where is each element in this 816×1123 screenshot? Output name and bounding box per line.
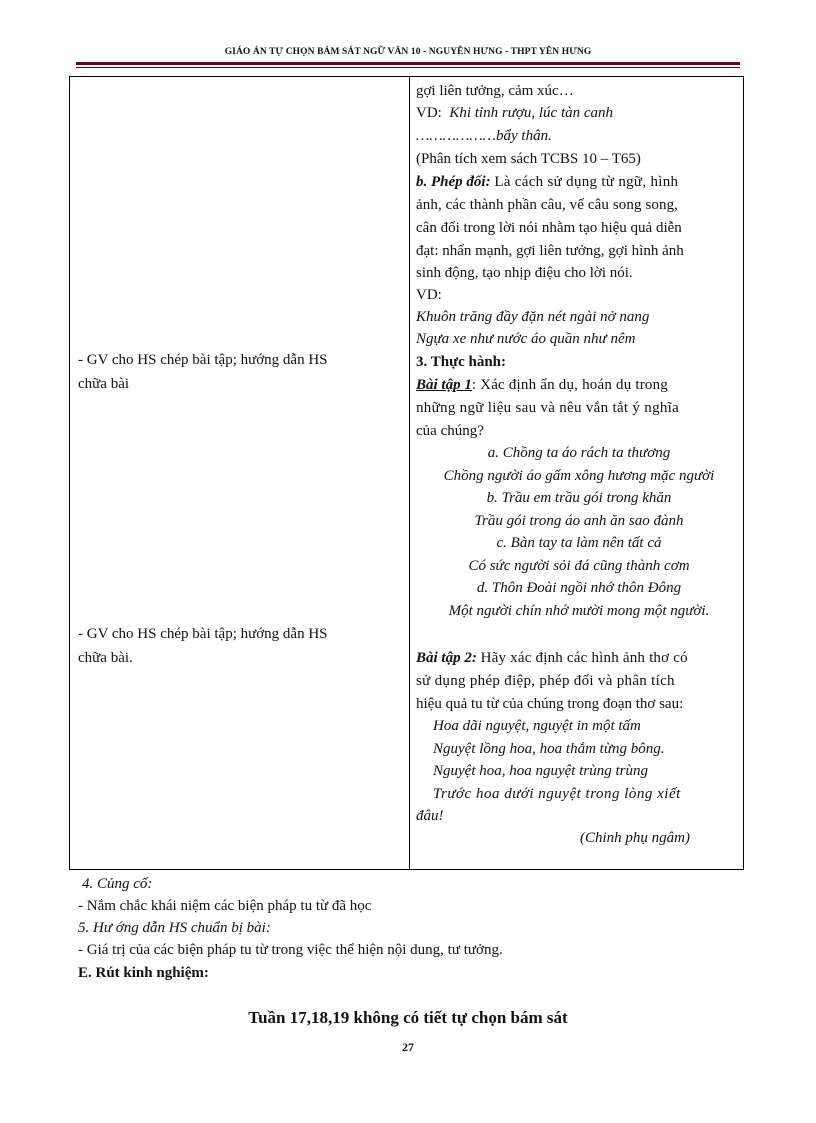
section-heading-thuc-hanh: 3. Thực hành: <box>416 354 507 370</box>
phep-doi-text: Là cách sử dụng từ ngữ, hình <box>494 174 679 190</box>
cung-co-heading: 4. Củng cố: <box>82 876 153 892</box>
right-line: cân đối trong lời nói nhằm tạo hiệu quả diễn <box>416 220 682 236</box>
right-line: hiệu quả tu từ của chúng trong đoạn thơ sau: <box>416 696 684 712</box>
left-instruction-2b: chữa bài. <box>78 650 133 666</box>
page-number: 27 <box>402 1040 414 1054</box>
poem-line: d. Thôn Đoài ngồi nhớ thôn Đông <box>476 580 682 596</box>
poem-line: Khuôn trăng đầy đặn nét ngài nở nang <box>416 309 650 325</box>
poem-line: đâu! <box>416 808 444 824</box>
bai-tap-1-line <box>416 374 668 396</box>
poem-line: a. Chồng ta áo rách ta thương <box>487 445 671 461</box>
header-rule-thin <box>76 67 740 68</box>
poem-line: Nguyệt hoa, hoa nguyệt trùng trùng <box>433 763 648 779</box>
right-line: sinh động, tạo nhịp điệu cho lời nói. <box>416 265 633 281</box>
poem-line: Hoa dãi nguyệt, nguyệt in một tấm <box>433 718 641 734</box>
right-line: đạt: nhấn mạnh, gợi liên tưởng, gợi hình ảnh <box>416 243 684 259</box>
page-header: GIÁO ÁN TỰ CHỌN BÁM SÁT NGỮ VĂN 10 - NGUYỄN HƯNG - THPT YÊN HƯNG <box>224 47 592 57</box>
right-line: những ngữ liệu sau và nêu vắn tắt ý nghĩa <box>416 400 680 416</box>
bai-tap-2-heading: Bài tập 2: <box>416 650 477 666</box>
right-line: ảnh, các thành phần câu, vế câu song song, <box>416 197 679 213</box>
left-instruction-2a: - GV cho HS chép bài tập; hướng dẫn HS <box>78 626 328 642</box>
vd-example: Khi tỉnh rượu, lúc tàn canh <box>449 105 614 121</box>
rut-kinh-nghiem-heading: E. Rút kinh nghiệm: <box>78 965 209 981</box>
poem-line: Trầu gói trong áo anh ăn sao đành <box>474 513 684 529</box>
left-text: - GV cho HS chép bài tập; hướng dẫn HS <box>78 352 328 368</box>
bai-tap-2-text: Hãy xác định các hình ảnh thơ có <box>480 650 688 666</box>
bai-tap-1-heading: Bài tập 1 <box>416 377 472 393</box>
poem-line: Nguyệt lồng hoa, hoa thắm từng bông. <box>433 741 665 757</box>
right-line: sử dụng phép điệp, phép đối và phân tích <box>416 673 675 689</box>
week-note-title: Tuần 17,18,19 không có tiết tự chọn bám sát <box>248 1008 568 1027</box>
left-instruction-1a <box>78 349 401 371</box>
right-line: của chúng? <box>416 423 484 439</box>
right-line: gợi liên tưởng, cảm xúc… <box>416 83 574 99</box>
phep-doi-line <box>416 171 738 193</box>
huong-dan-item: - Giá trị của các biện pháp tu từ trong việc thể hiện nội dung, tư tưởng. <box>78 942 503 958</box>
vd-label: VD: <box>416 105 442 121</box>
poem-line: b. Trầu em trầu gói trong khăn <box>486 490 672 506</box>
table-column-divider <box>409 77 410 869</box>
poem-line: Chồng người áo gấm xông hương mặc người <box>443 468 715 484</box>
phep-doi-heading: b. Phép đối: <box>416 174 491 190</box>
huong-dan-heading: 5. Hư ớng dẫn HS chuẩn bị bài: <box>78 920 271 936</box>
right-line: (Phân tích xem sách TCBS 10 – T65) <box>416 151 641 167</box>
poem-line: Trước hoa dưới nguyệt trong lòng xiết <box>433 786 681 802</box>
poem-source: (Chinh phụ ngâm) <box>580 830 690 846</box>
right-line: VD: <box>416 287 442 303</box>
lesson-table <box>69 76 744 870</box>
poem-line: Một người chín nhớ mười mong một người. <box>448 603 710 619</box>
poem-line: c. Bàn tay ta làm nên tất cả <box>496 535 662 551</box>
header-rule-thick <box>76 62 740 65</box>
poem-line: Có sức người sỏi đá cũng thành cơm <box>468 558 690 574</box>
bai-tap-2-line <box>416 647 688 669</box>
right-line-vd <box>416 102 613 124</box>
poem-line: Ngựa xe như nước áo quần như nêm <box>416 331 636 347</box>
cung-co-item: - Nắm chắc khái niệm các biện pháp tu từ đã học <box>78 898 372 914</box>
bai-tap-1-text: : Xác định ẩn dụ, hoán dụ trong <box>471 377 669 393</box>
right-line: ………………bẩy thân. <box>416 128 552 144</box>
left-instruction-1b: chữa bài <box>78 376 130 392</box>
